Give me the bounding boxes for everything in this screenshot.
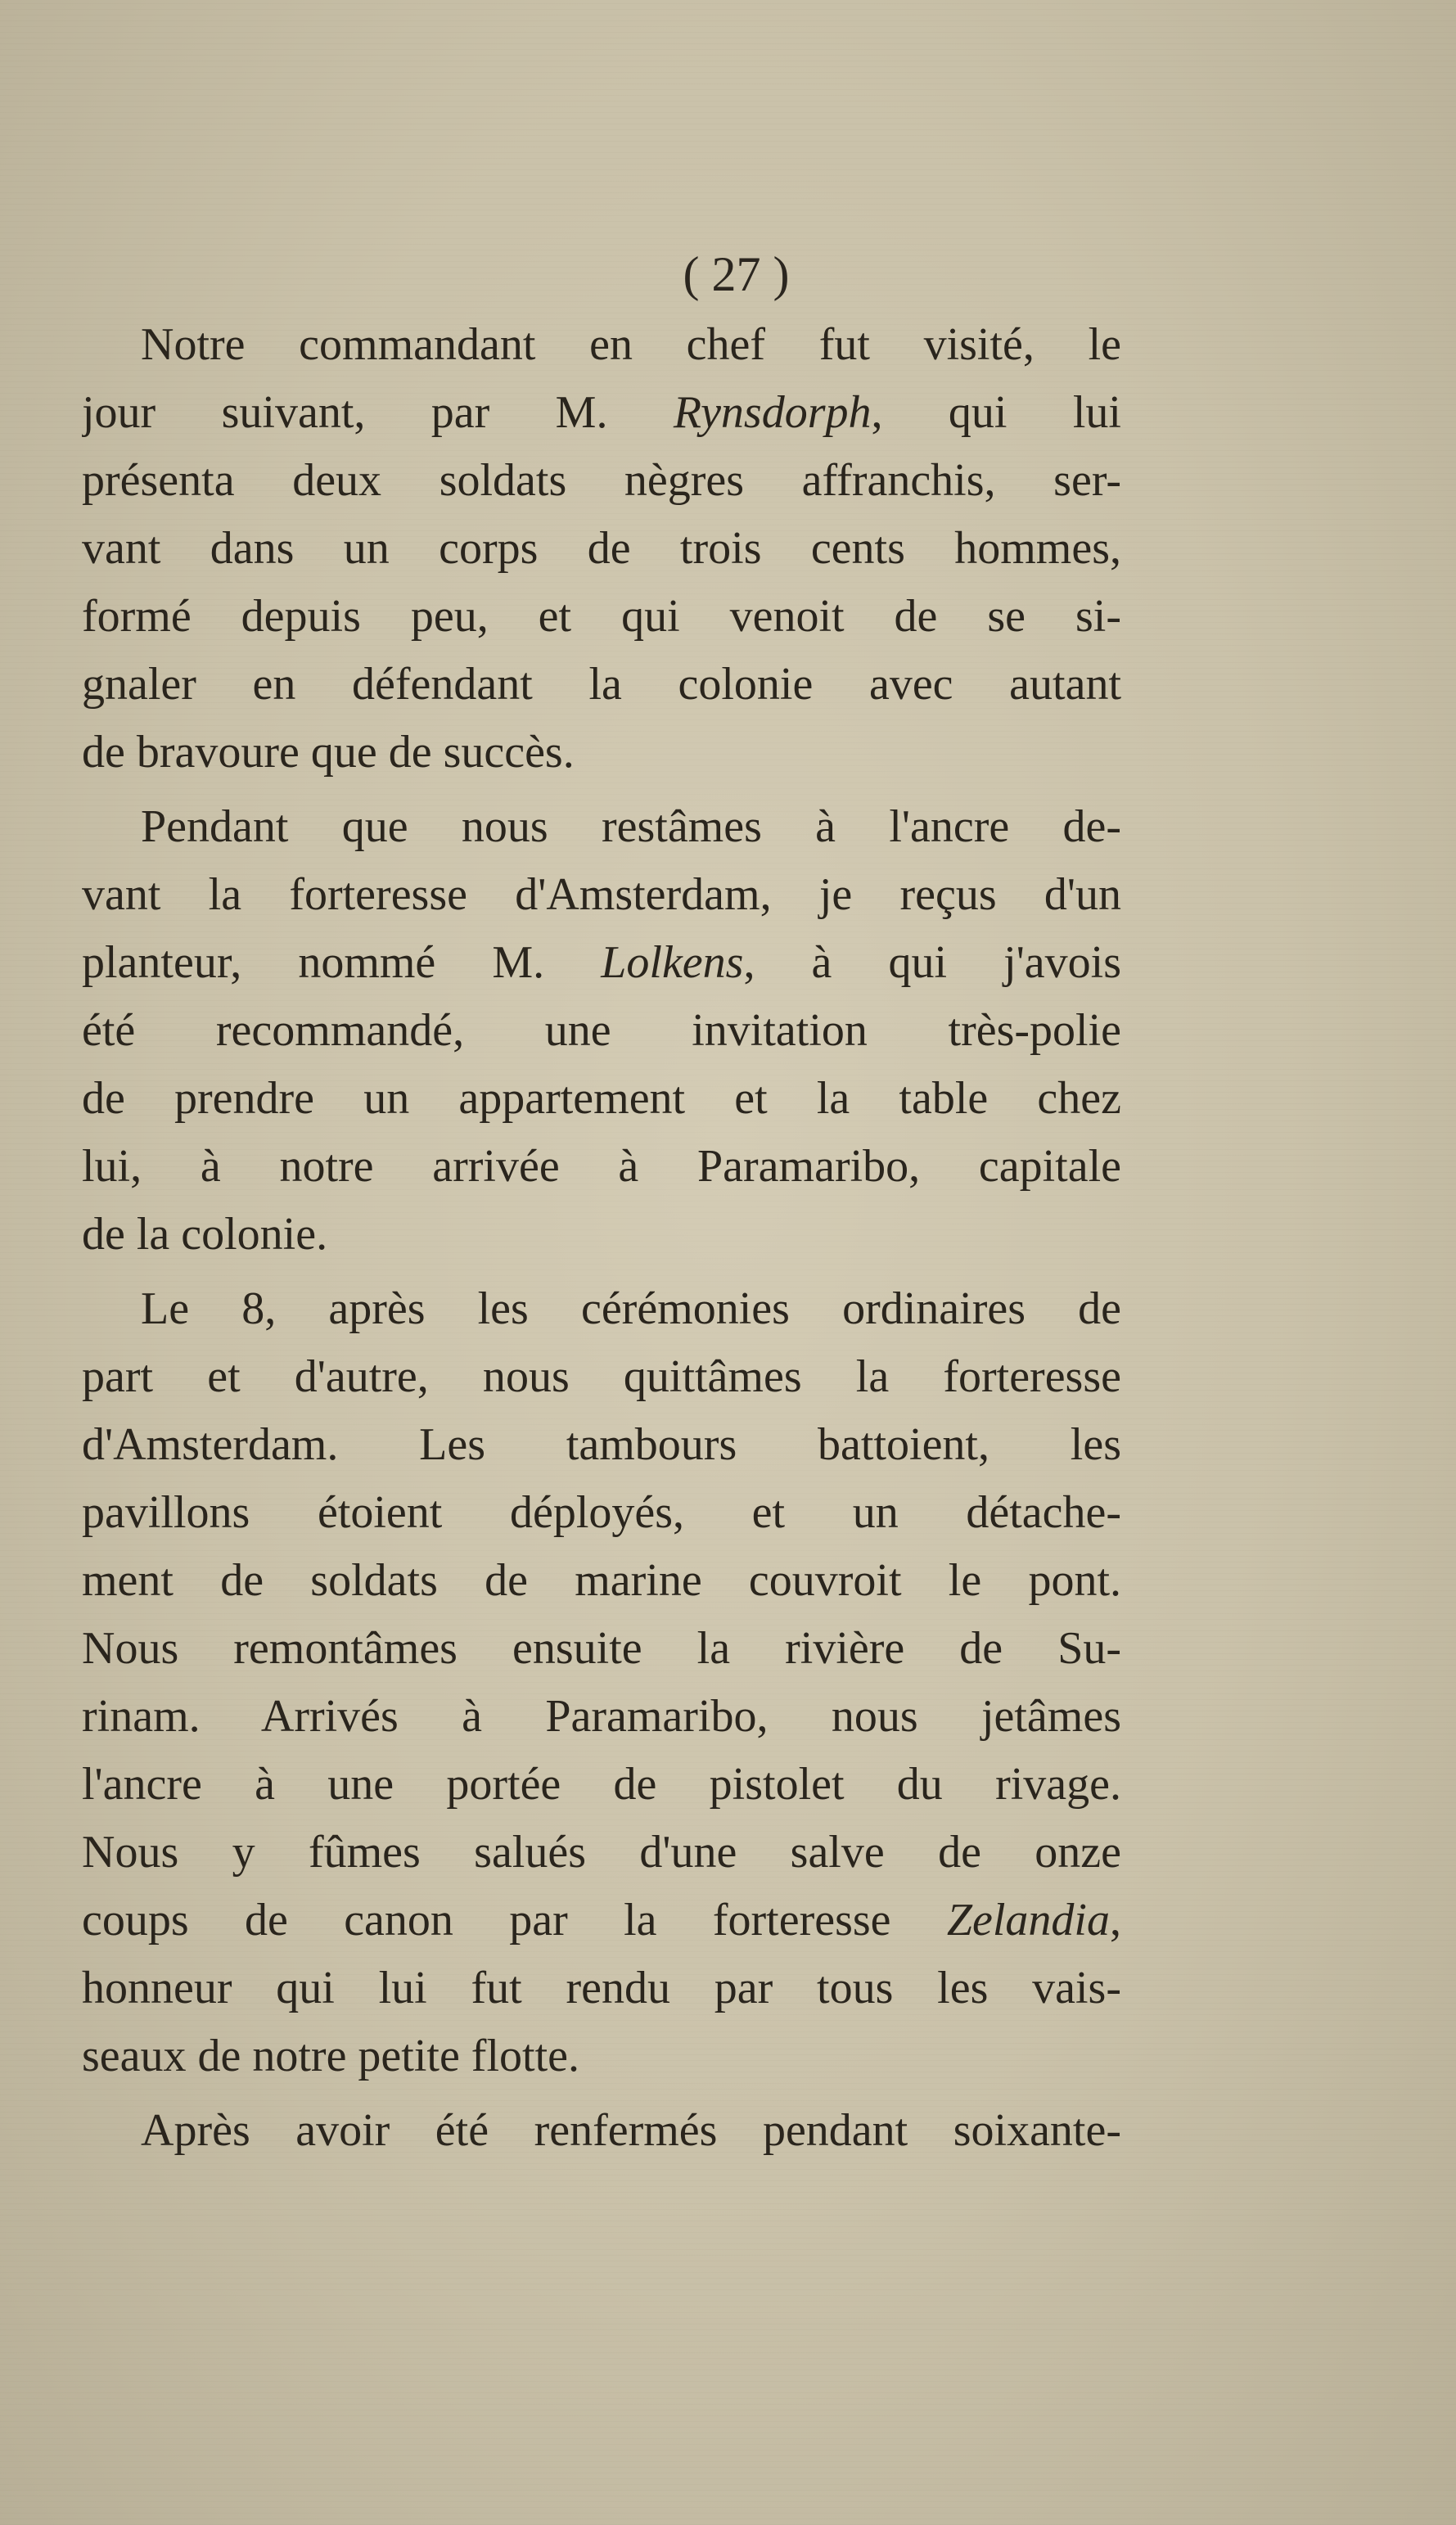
- text-line: Notre commandant en chef fut visité, le: [141, 319, 1121, 370]
- text-line: pavillons étoient déployés, et un détache-: [82, 1487, 1121, 1538]
- italic-name: Lolkens: [601, 937, 744, 988]
- page-number: ( 27 ): [683, 247, 790, 301]
- text-line: d'Amsterdam. Les tambours battoient, les: [82, 1419, 1121, 1470]
- text-line: de bravoure que de succès.: [82, 727, 575, 778]
- text-line: lui, à notre arrivée à Paramaribo, capitale: [82, 1141, 1121, 1192]
- text-line: seaux de notre petite flotte.: [82, 2031, 579, 2081]
- text-line: formé depuis peu, et qui venoit de se si-: [82, 591, 1121, 642]
- text-line: Nous y fûmes salués d'une salve de onze: [82, 1827, 1121, 1878]
- italic-name: Rynsdorph: [673, 387, 872, 438]
- body-text: [82, 311, 1121, 2165]
- text-line: honneur qui lui fut rendu par tous les vais-: [82, 1963, 1121, 2013]
- text-line: planteur, nommé M. Lolkens, à qui j'avois: [82, 937, 1121, 988]
- text-line: de la colonie.: [82, 1209, 328, 1260]
- text-line: rinam. Arrivés à Paramaribo, nous jetâmes: [82, 1691, 1121, 1742]
- text-line: Nous remontâmes ensuite la rivière de Su-: [82, 1623, 1121, 1674]
- italic-name: Zelandia: [946, 1895, 1110, 1946]
- text-line: ment de soldats de marine couvroit le pont.: [82, 1555, 1121, 1606]
- text-line: Le 8, après les cérémonies ordinaires de: [141, 1283, 1121, 1334]
- text-line: vant la forteresse d'Amsterdam, je reçus d'un: [82, 869, 1121, 920]
- text-line: Après avoir été renfermés pendant soixante-: [141, 2105, 1121, 2156]
- text-line: de prendre un appartement et la table chez: [82, 1073, 1121, 1124]
- text-line: été recommandé, une invitation très-polie: [82, 1005, 1121, 1056]
- text-line: part et d'autre, nous quittâmes la forteresse: [82, 1351, 1121, 1402]
- text-line: coups de canon par la forteresse Zelandia,: [82, 1895, 1121, 1946]
- text-line: gnaler en défendant la colonie avec autant: [82, 659, 1121, 710]
- text-line: présenta deux soldats nègres affranchis, ser-: [82, 455, 1121, 506]
- text-line: Pendant que nous restâmes à l'ancre de-: [141, 801, 1121, 852]
- text-line: l'ancre à une portée de pistolet du rivage.: [82, 1759, 1121, 1810]
- text-line: jour suivant, par M. Rynsdorph, qui lui: [82, 387, 1121, 438]
- text-line: vant dans un corps de trois cents hommes,: [82, 523, 1121, 574]
